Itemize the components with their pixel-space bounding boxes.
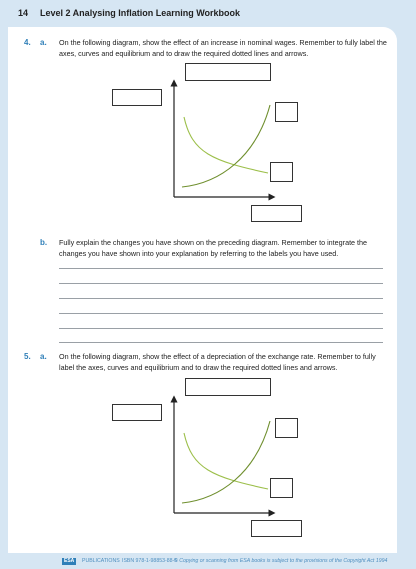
page-header xyxy=(0,0,416,26)
diagram-2 xyxy=(160,391,280,521)
diagram-2-supply-curve xyxy=(182,421,270,503)
esa-logo: ESA xyxy=(64,558,75,564)
answer-line[interactable] xyxy=(59,328,383,329)
answer-line[interactable] xyxy=(59,268,383,269)
book-title: Level 2 Analysing Inflation Learning Workbook xyxy=(40,8,241,18)
question-4b-line-1: Fully explain the changes you have shown on the preceding diagram. Remember to integrate the xyxy=(59,238,368,247)
answer-line[interactable] xyxy=(59,342,383,343)
question-4a-line-1: On the following diagram, show the effect of an increase in nominal wages. Remember to fully label the xyxy=(59,38,387,47)
isbn-text: ISBN 978-1-98853-88-5 xyxy=(122,558,178,564)
question-4b-label: b. xyxy=(40,238,48,247)
publisher-name: PUBLICATIONS xyxy=(82,558,120,564)
question-5a-line-1: On the following diagram, show the effect of a depreciation of the exchange rate. Remember to fully xyxy=(59,352,376,361)
page-number: 14 xyxy=(18,8,29,18)
answer-line[interactable] xyxy=(59,313,383,314)
question-5a-line-2: label the axes, curves and equilibrium and to draw the required dotted lines and arrows. xyxy=(59,363,338,372)
diagram-1 xyxy=(160,75,280,205)
diagram-2-demand-curve xyxy=(184,433,268,489)
question-4a-label: a. xyxy=(40,38,47,47)
diagram-1-demand-curve xyxy=(184,117,268,173)
diagram-2-x-axis-label-box[interactable] xyxy=(251,520,302,537)
copyright-notice: © Copying or scanning from ESA books is subject to the provisions of the Copyright Act 1994 xyxy=(174,558,388,564)
answer-line[interactable] xyxy=(59,283,383,284)
page-footer xyxy=(0,553,416,569)
question-4b-text xyxy=(59,237,399,259)
question-4a-text xyxy=(59,37,399,59)
question-4-number: 4. xyxy=(24,38,31,47)
diagram-2-y-axis-label-box[interactable] xyxy=(112,404,162,421)
question-5a-label: a. xyxy=(40,352,47,361)
diagram-1-supply-curve xyxy=(182,105,270,187)
question-5-number: 5. xyxy=(24,352,31,361)
question-5a-text xyxy=(59,351,399,373)
question-4b-line-2: changes you have shown into your explanation by referring to the labels you have used. xyxy=(59,249,339,258)
diagram-1-x-axis-label-box[interactable] xyxy=(251,205,302,222)
question-4a-line-2: axes, curves and equilibrium and to draw the required dotted lines and arrows. xyxy=(59,49,309,58)
diagram-1-y-axis-label-box[interactable] xyxy=(112,89,162,106)
answer-line[interactable] xyxy=(59,298,383,299)
